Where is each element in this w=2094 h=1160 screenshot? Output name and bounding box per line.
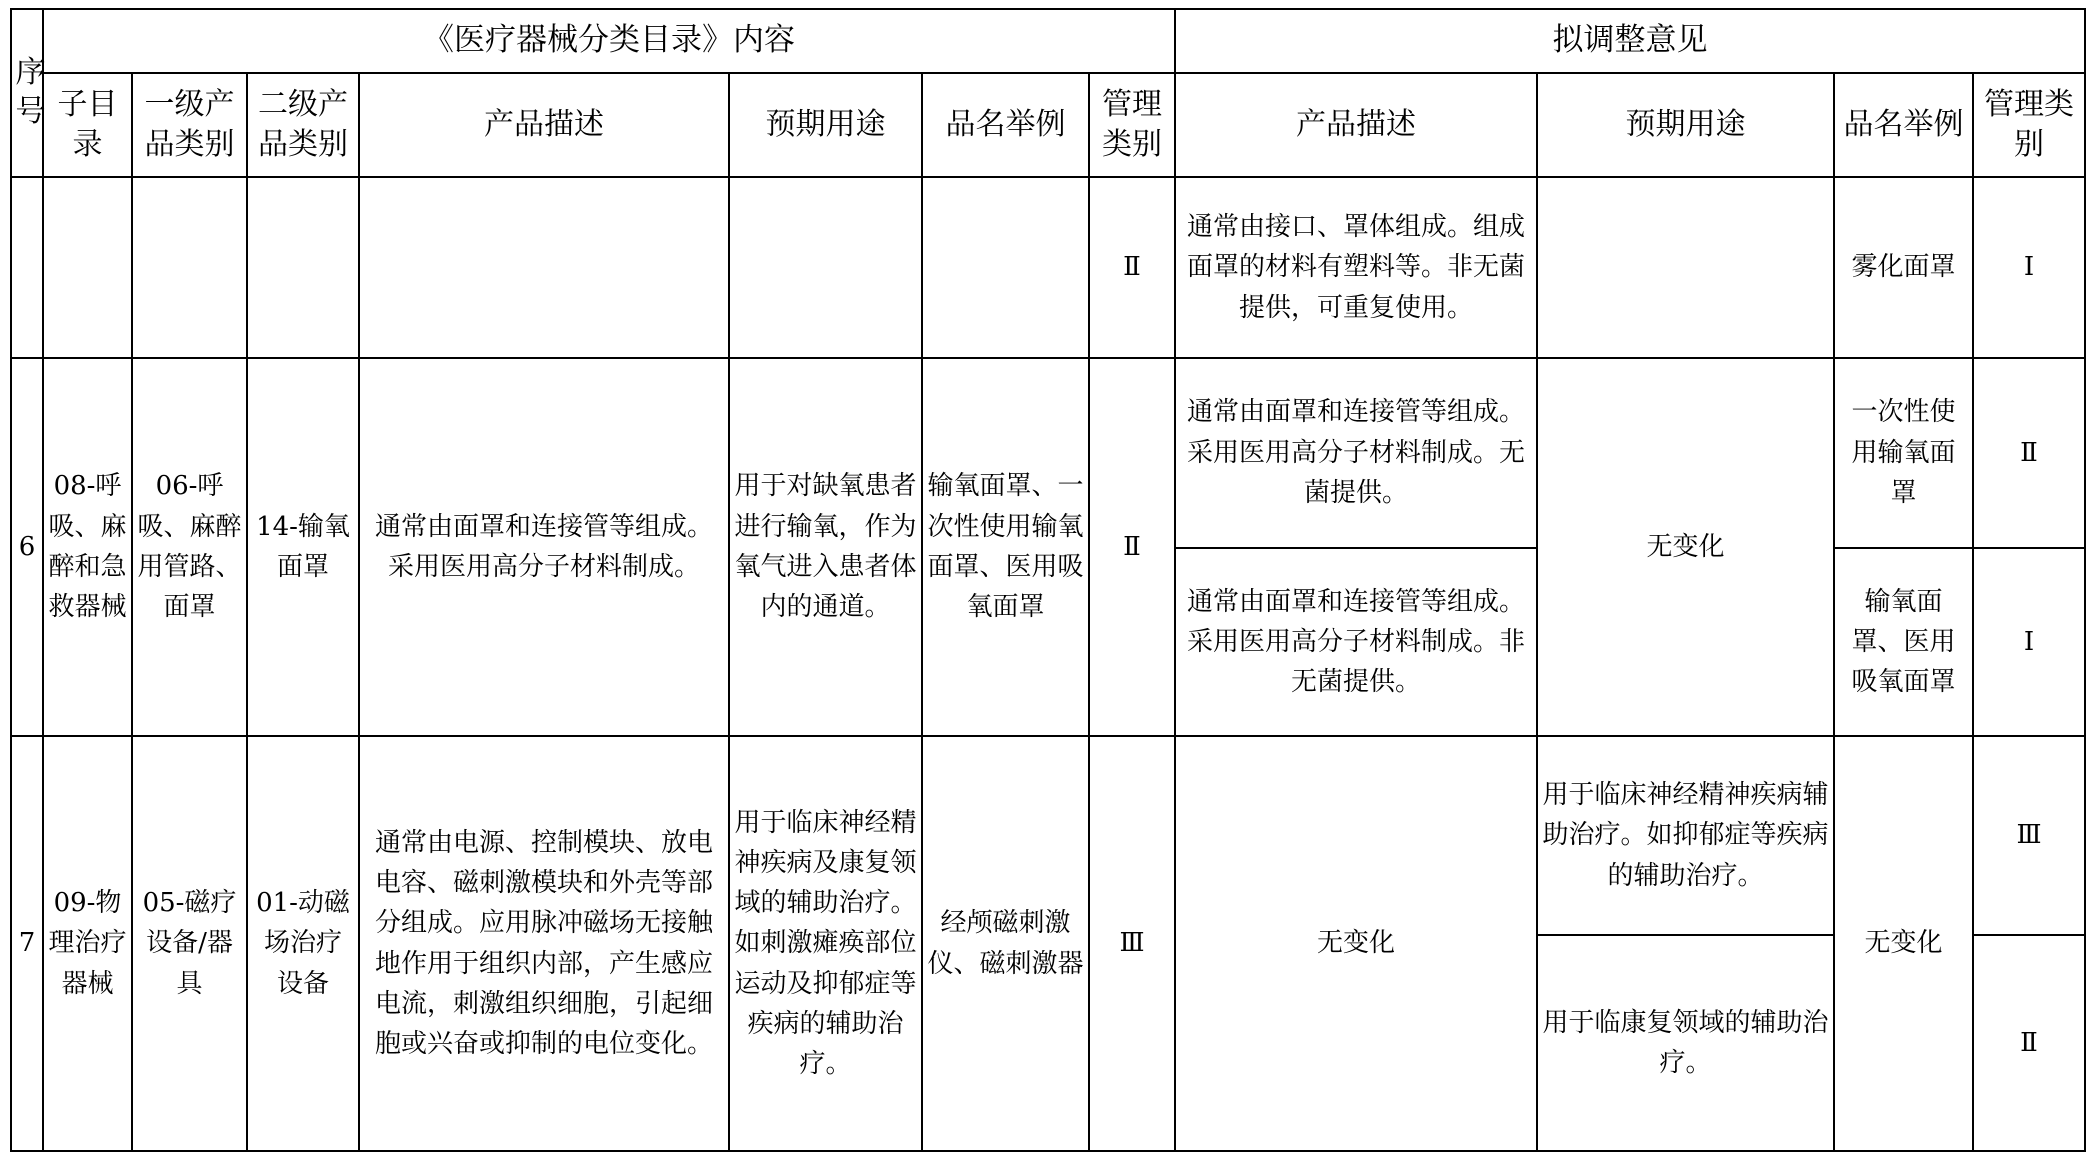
cell-level2: 14-输氧面罩 [247,358,359,737]
table-row [11,358,2085,548]
cell-proposal-desc: 通常由面罩和连接管等组成。采用医用高分子材料制成。无菌提供。 [1175,358,1537,548]
cell-names: 输氧面罩、一次性使用输氧面罩、医用吸氧面罩 [922,358,1089,737]
cell-index: 7 [11,736,43,1151]
cell-desc: 通常由面罩和连接管等组成。采用医用高分子材料制成。 [359,358,729,737]
cell-empty [1537,177,1834,357]
cell-mgmt: Ⅲ [1089,736,1175,1151]
cell-index: 6 [11,358,43,737]
cell-empty [922,177,1089,357]
cell-mgmt: Ⅱ [1089,177,1175,357]
cell-proposal-mgmt: Ⅰ [1973,548,2085,736]
header-desc: 产品描述 [359,73,729,177]
header-sub-catalog: 子目录 [43,73,132,177]
cell-proposal-use: 用于临康复领域的辅助治疗。 [1537,935,1834,1151]
cell-proposal-names: 雾化面罩 [1834,177,1973,357]
header-use: 预期用途 [729,73,922,177]
cell-desc: 通常由电源、控制模块、放电电容、磁刺激模块和外壳等部分组成。应用脉冲磁场无接触地作用于组织内部，产生感应电流，刺激组织细胞，引起细胞或兴奋或抑制的电位变化。 [359,736,729,1151]
cell-empty [729,177,922,357]
cell-empty [359,177,729,357]
header-proposal-desc: 产品描述 [1175,73,1537,177]
cell-proposal-mgmt: Ⅱ [1973,358,2085,548]
header-index: 序号 [11,9,43,177]
cell-proposal-names: 无变化 [1834,736,1973,1151]
cell-level1: 06-呼吸、麻醉用管路、面罩 [132,358,247,737]
header-level1: 一级产品类别 [132,73,247,177]
cell-proposal-desc: 通常由接口、罩体组成。组成面罩的材料有塑料等。非无菌提供，可重复使用。 [1175,177,1537,357]
cell-mgmt: Ⅱ [1089,358,1175,737]
header-proposal-group: 拟调整意见 [1175,9,2085,73]
cell-sub-catalog: 09-物理治疗器械 [43,736,132,1151]
table-row [11,736,2085,934]
header-proposal-mgmt: 管理类别 [1973,73,2085,177]
cell-proposal-mgmt: Ⅱ [1973,935,2085,1151]
cell-sub-catalog: 08-呼吸、麻醉和急救器械 [43,358,132,737]
cell-names: 经颅磁刺激仪、磁刺激器 [922,736,1089,1151]
table-row [11,177,2085,357]
cell-proposal-use: 用于临床神经精神疾病辅助治疗。如抑郁症等疾病的辅助治疗。 [1537,736,1834,934]
cell-proposal-desc: 通常由面罩和连接管等组成。采用医用高分子材料制成。非无菌提供。 [1175,548,1537,736]
cell-proposal-desc: 无变化 [1175,736,1537,1151]
header-proposal-names: 品名举例 [1834,73,1973,177]
cell-empty [11,177,43,357]
cell-proposal-mgmt: Ⅲ [1973,736,2085,934]
header-proposal-use: 预期用途 [1537,73,1834,177]
cell-empty [132,177,247,357]
header-names: 品名举例 [922,73,1089,177]
cell-proposal-mgmt: Ⅰ [1973,177,2085,357]
header-mgmt: 管理类别 [1089,73,1175,177]
cell-proposal-use: 无变化 [1537,358,1834,737]
cell-empty [247,177,359,357]
header-level2: 二级产品类别 [247,73,359,177]
header-catalog-group: 《医疗器械分类目录》内容 [43,9,1175,73]
cell-level2: 01-动磁场治疗设备 [247,736,359,1151]
cell-use: 用于对缺氧患者进行输氧，作为氧气进入患者体内的通道。 [729,358,922,737]
cell-use: 用于临床神经精神疾病及康复领域的辅助治疗。如刺激瘫痪部位运动及抑郁症等疾病的辅助治疗。 [729,736,922,1151]
cell-empty [43,177,132,357]
cell-proposal-names: 一次性使用输氧面罩 [1834,358,1973,548]
cell-proposal-names: 输氧面罩、医用吸氧面罩 [1834,548,1973,736]
classification-table [10,8,2086,1152]
cell-level1: 05-磁疗设备/器具 [132,736,247,1151]
